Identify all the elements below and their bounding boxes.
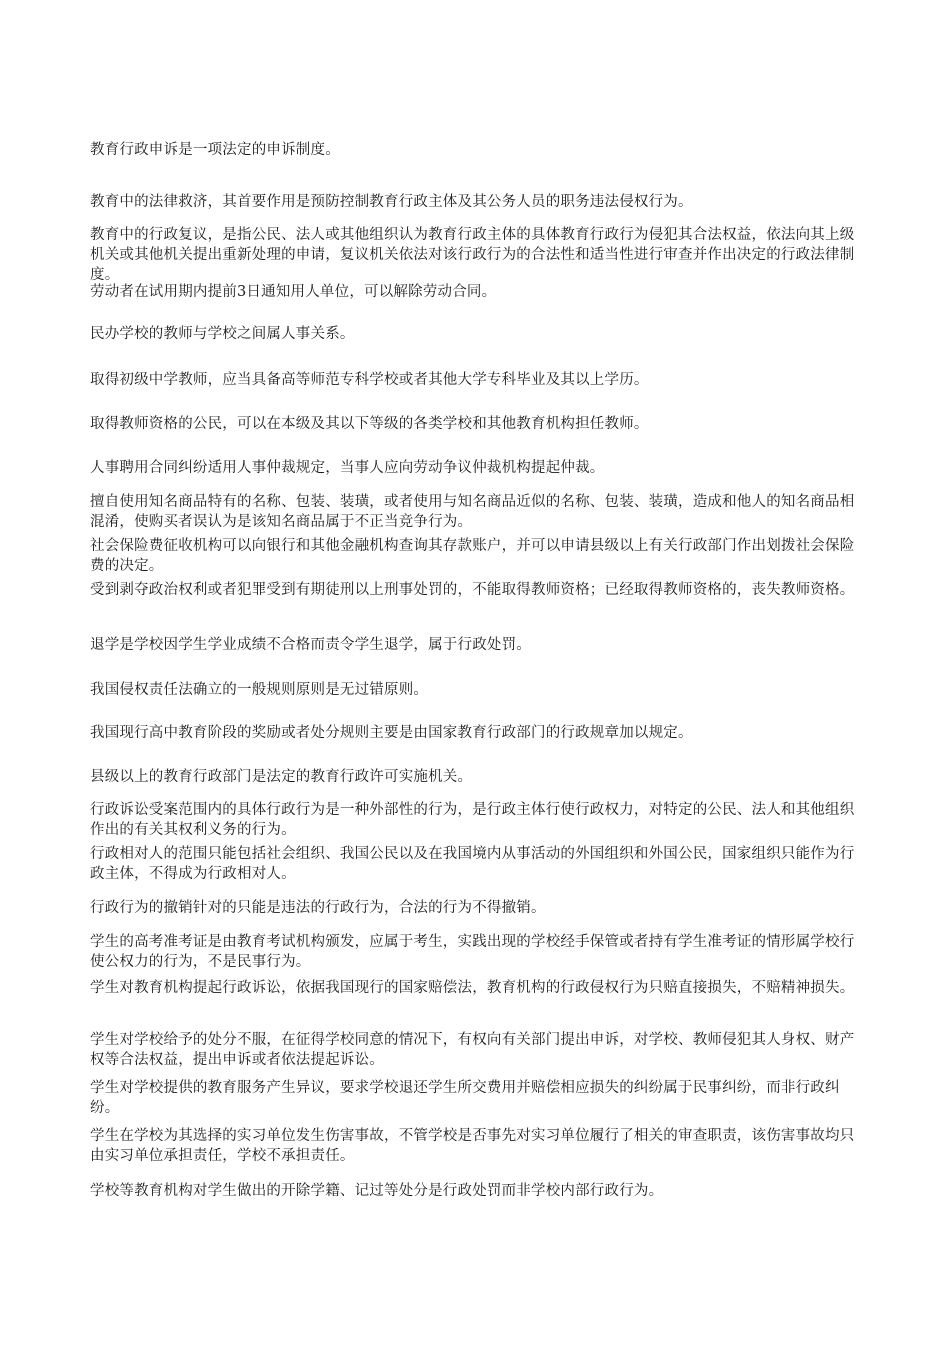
paragraph-21: 学生对学校给予的处分不服，在征得学校同意的情况下，有权向有关部门提出申诉，对学校、教师侵犯其人身权、财产权等合法权益，提出申诉或者依法提起诉讼。 (90, 1032, 855, 1068)
paragraph-4: 劳动者在试用期内提前3日通知用人单位，可以解除劳动合同。 (90, 284, 497, 300)
paragraph-14: 我国现行高中教育阶段的奖励或者处分规则主要是由国家教育行政部门的行政规章加以规定。 (90, 725, 693, 741)
paragraph-2: 教育中的法律救济，其首要作用是预防控制教育行政主体及其公务人员的职务违法侵权行为。 (90, 194, 693, 210)
paragraph-9: 擅自使用知名商品特有的名称、包装、装璜，或者使用与知名商品近似的名称、包装、装璜，造成和他人的知名商品相混淆，使购买者误认为是该知名商品属于不正当竞争行为。 (90, 494, 855, 530)
paragraph-8: 人事聘用合同纠纷适用人事仲裁规定，当事人应向劳动争议仲裁机构提起仲裁。 (90, 460, 605, 476)
paragraph-12: 退学是学校因学生学业成绩不合格而责令学生退学，属于行政处罚。 (90, 637, 531, 653)
paragraph-5: 民办学校的教师与学校之间属人事关系。 (90, 326, 355, 342)
paragraph-10: 社会保险费征收机构可以向银行和其他金融机构查询其存款账户，并可以申请县级以上有关行政部门作出划拨社会保险费的决定。 (90, 538, 855, 574)
paragraph-23: 学生在学校为其选择的实习单位发生伤害事故，不管学校是否事先对实习单位履行了相关的审查职责，该伤害事故均只由实习单位承担责任，学校不承担责任。 (90, 1128, 855, 1164)
paragraph-1: 教育行政申诉是一项法定的申诉制度。 (90, 142, 340, 158)
paragraph-6: 取得初级中学教师，应当具备高等师范专科学校或者其他大学专科毕业及其以上学历。 (90, 372, 649, 388)
paragraph-22: 学生对学校提供的教育服务产生异议，要求学校退还学生所交费用并赔偿相应损失的纠纷属于民事纠纷，而非行政纠纷。 (90, 1080, 840, 1116)
paragraph-17: 行政相对人的范围只能包括社会组织、我国公民以及在我国境内从事活动的外国组织和外国公民，国家组织只能作为行政主体，不得成为行政相对人。 (90, 846, 855, 882)
paragraph-13: 我国侵权责任法确立的一般规则原则是无过错原则。 (90, 682, 429, 698)
paragraph-15: 县级以上的教育行政部门是法定的教育行政许可实施机关。 (90, 769, 473, 785)
paragraph-20: 学生对教育机构提起行政诉讼，依据我国现行的国家赔偿法，教育机构的行政侵权行为只赔直接损失，不赔精神损失。 (90, 980, 855, 996)
paragraph-7: 取得教师资格的公民，可以在本级及其以下等级的各类学校和其他教育机构担任教师。 (90, 416, 649, 432)
paragraph-18: 行政行为的撤销针对的只能是违法的行政行为，合法的行为不得撤销。 (90, 900, 546, 916)
paragraph-3: 教育中的行政复议，是指公民、法人或其他组织认为教育行政主体的具体教育行政行为侵犯其合法权益，依法向其上级机关或其他机关提出重新处理的申请，复议机关依法对该行政行为的合法性和适当性进行审查并作出决定的行政法律制度。 (90, 227, 855, 283)
paragraph-11: 受到剥夺政治权利或者犯罪受到有期徒刑以上刑事处罚的，不能取得教师资格；已经取得教师资格的，丧失教师资格。 (90, 582, 855, 598)
paragraph-24: 学校等教育机构对学生做出的开除学籍、记过等处分是行政处罚而非学校内部行政行为。 (90, 1183, 664, 1199)
paragraph-19: 学生的高考准考证是由教育考试机构颁发，应属于考生，实践出现的学校经手保管或者持有学生准考证的情形属学校行使公权力的行为，不是民事行为。 (90, 934, 855, 970)
paragraph-16: 行政诉讼受案范围内的具体行政行为是一种外部性的行为，是行政主体行使行政权力，对特定的公民、法人和其他组织作出的有关其权利义务的行为。 (90, 802, 855, 838)
